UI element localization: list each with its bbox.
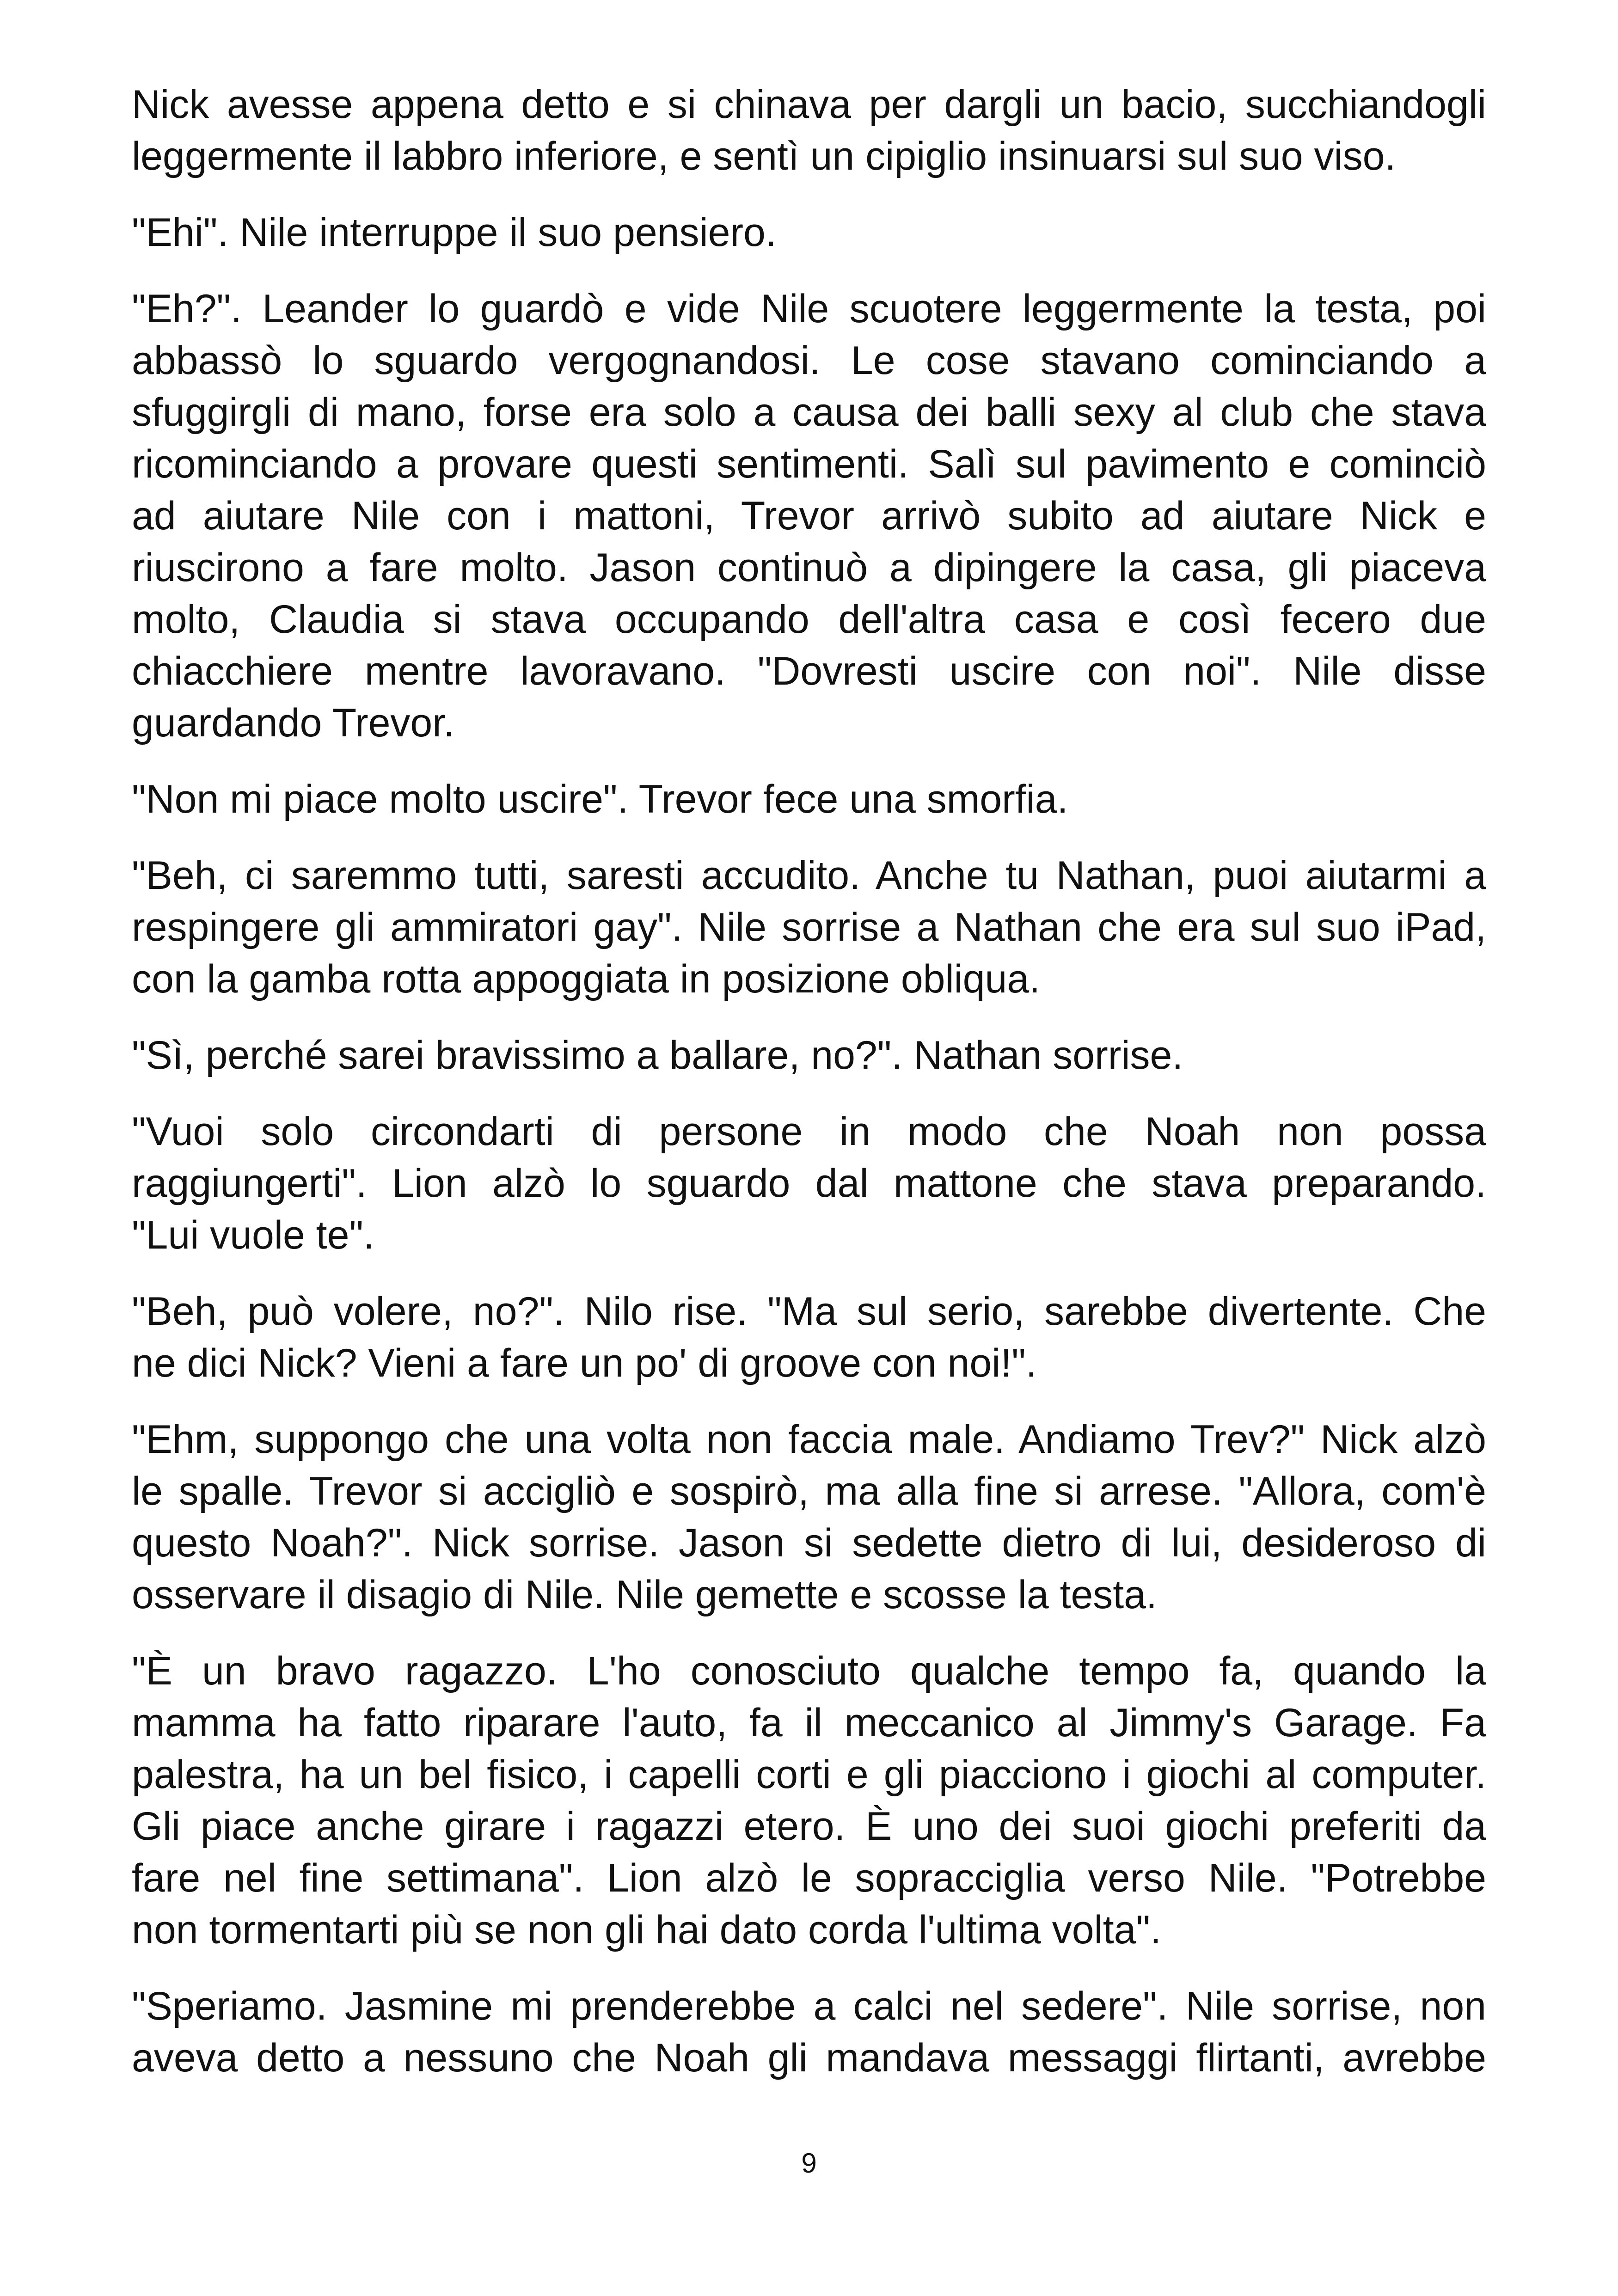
page-body (132, 79, 1486, 2108)
text-line: leggermente il labbro inferiore, e sentì un cipiglio insinuarsi sul suo viso. (132, 134, 1396, 178)
text-line: questo Noah?". Nick sorrise. Jason si sedette dietro di lui, desideroso di (132, 1521, 1486, 1565)
text-line: guardando Trevor. (132, 701, 455, 745)
text-line: con la gamba rotta appoggiata in posizione obliqua. (132, 957, 1041, 1001)
text-line: "Beh, può volere, no?". Nilo rise. "Ma sul serio, sarebbe divertente. Che (132, 1289, 1486, 1334)
paragraph (132, 1029, 1486, 1081)
paragraph (132, 283, 1486, 749)
text-line: "Ehi". Nile interruppe il suo pensiero. (132, 210, 777, 255)
text-line: ricominciando a provare questi sentimenti. Salì sul pavimento e cominciò (132, 442, 1486, 486)
paragraph (132, 773, 1486, 825)
paragraph (132, 1106, 1486, 1261)
paragraph (132, 1980, 1486, 2084)
text-line: raggiungerti". Lion alzò lo sguardo dal mattone che stava preparando. (132, 1161, 1486, 1206)
paragraph (132, 1286, 1486, 1389)
text-line: "Ehm, suppongo che una volta non faccia male. Andiamo Trev?" Nick alzò (132, 1417, 1486, 1462)
paragraph (132, 207, 1486, 258)
text-line: "Non mi piace molto uscire". Trevor fece una smorfia. (132, 777, 1068, 821)
text-line: ad aiutare Nile con i mattoni, Trevor arrivò subito ad aiutare Nick e (132, 494, 1486, 538)
text-line: aveva detto a nessuno che Noah gli mandava messaggi flirtanti, avrebbe (132, 2036, 1486, 2080)
page-number: 9 (801, 2148, 817, 2179)
text-line: Gli piace anche girare i ragazzi etero. È uno dei suoi giochi preferiti da (132, 1804, 1486, 1849)
text-line: chiacchiere mentre lavoravano. "Dovresti uscire con noi". Nile disse (132, 649, 1486, 693)
text-line: ne dici Nick? Vieni a fare un po' di groove con noi!". (132, 1341, 1037, 1385)
text-line: "Lui vuole te". (132, 1213, 374, 1257)
text-line: le spalle. Trevor si accigliò e sospirò, ma alla fine si arrese. "Allora, com'è (132, 1469, 1486, 1513)
text-line: palestra, ha un bel fisico, i capelli corti e gli piacciono i giochi al computer. (132, 1752, 1486, 1797)
paragraph (132, 79, 1486, 182)
paragraph (132, 850, 1486, 1005)
text-line: osservare il disagio di Nile. Nile gemette e scosse la testa. (132, 1573, 1157, 1617)
text-line: abbassò lo sguardo vergognandosi. Le cose stavano cominciando a (132, 338, 1486, 383)
text-line: non tormentarti più se non gli hai dato corda l'ultima volta". (132, 1908, 1161, 1952)
text-line: "Sì, perché sarei bravissimo a ballare, no?". Nathan sorrise. (132, 1033, 1183, 1078)
paragraph (132, 1645, 1486, 1956)
text-line: "È un bravo ragazzo. L'ho conosciuto qualche tempo fa, quando la (132, 1649, 1486, 1693)
text-line: "Beh, ci saremmo tutti, saresti accudito. Anche tu Nathan, puoi aiutarmi a (132, 853, 1486, 898)
text-line: sfuggirgli di mano, forse era solo a causa dei balli sexy al club che stava (132, 390, 1486, 435)
text-line: "Eh?". Leander lo guardò e vide Nile scuotere leggermente la testa, poi (132, 287, 1486, 331)
paragraph (132, 1414, 1486, 1621)
text-line: mamma ha fatto riparare l'auto, fa il meccanico al Jimmy's Garage. Fa (132, 1701, 1486, 1745)
text-line: "Speriamo. Jasmine mi prenderebbe a calci nel sedere". Nile sorrise, non (132, 1984, 1486, 2028)
text-line: riuscirono a fare molto. Jason continuò a dipingere la casa, gli piaceva (132, 545, 1486, 590)
text-line: respingere gli ammiratori gay". Nile sorrise a Nathan che era sul suo iPad, (132, 905, 1486, 949)
text-line: "Vuoi solo circondarti di persone in modo che Noah non possa (132, 1109, 1486, 1154)
text-line: molto, Claudia si stava occupando dell'altra casa e così fecero due (132, 597, 1486, 642)
text-line: Nick avesse appena detto e si chinava per dargli un bacio, succhiandogli (132, 82, 1486, 127)
text-line: fare nel fine settimana". Lion alzò le sopracciglia verso Nile. "Potrebbe (132, 1856, 1486, 1900)
